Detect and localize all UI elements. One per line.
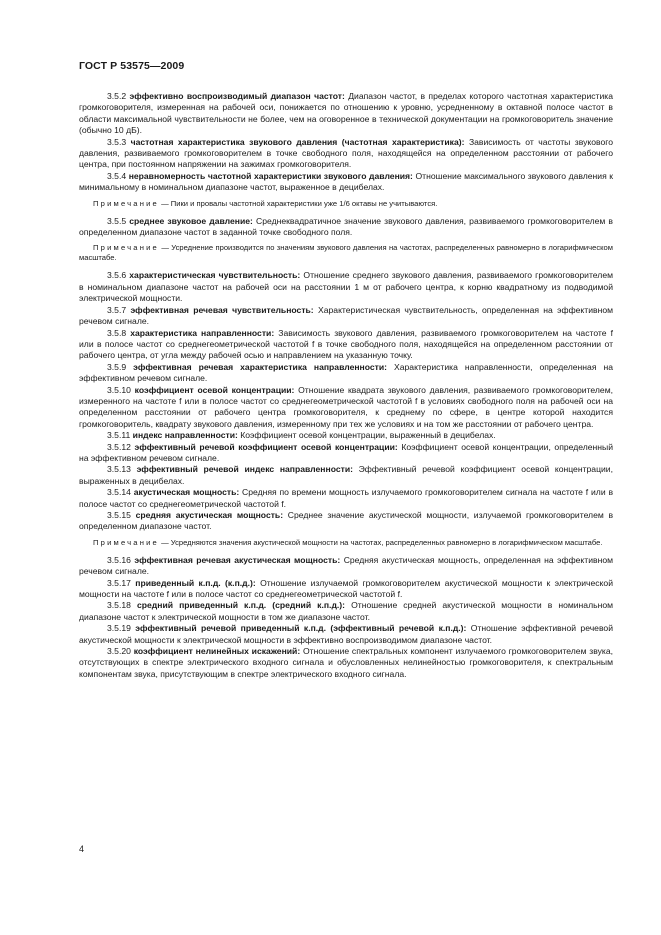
note [79, 538, 613, 548]
clause-number: 3.5.7 [107, 304, 127, 315]
term: коэффициент нелинейных искажений: [133, 646, 301, 657]
definition-paragraph [79, 646, 613, 680]
clause-number: 3.5.16 [107, 554, 131, 565]
definition-text: Характеристическая чувствительность, определенная на эффективном речевом сигнале. [79, 304, 614, 327]
term: приведенный к.п.д. (к.п.д.): [135, 577, 256, 588]
definition-text: Зависимость звукового давления, развиваемого громкоговорителем на частоте f или в полосе частот со среднегеометрической частотой f в точке свободного поля, находящейся на определенном расстоянии от рабочего центра, от угла между рабочей осью и направлением на указанную точку. [79, 327, 614, 361]
clause-number: 3.5.17 [107, 577, 131, 588]
definition-text: Среднеквадратичное значение звукового давления, развиваемого громкоговорителем в определенном диапазоне частот в заданной точке свободного поля. [79, 215, 613, 238]
definition-paragraph [79, 510, 613, 533]
definition-paragraph [79, 487, 613, 510]
clause-number: 3.5.12 [107, 441, 131, 452]
clause-number: 3.5.5 [107, 215, 127, 226]
note-label: Примечание [93, 198, 159, 208]
document-body [79, 91, 613, 680]
definition-text: Эффективный речевой коэффициент осевой концентрации, выраженных в децибелах. [79, 464, 613, 486]
clause-number: 3.5.2 [107, 91, 127, 101]
term: средний приведенный к.п.д. (средний к.п.д.): [136, 600, 346, 611]
note-label: Примечание [93, 243, 159, 253]
term: индекс направленности: [132, 430, 238, 441]
definition-text: Средняя по времени мощность излучаемого громкоговорителем сигнала на частоте f или в полосе частот со среднегеометрической частотой f. [79, 487, 614, 509]
note-text: — Пики и провалы частотной характеристики уже 1/6 октавы не учитываются. [161, 198, 438, 208]
term: эффективная речевая чувствительность: [130, 304, 314, 315]
term: неравномерность частотной характеристики звукового давления: [128, 170, 413, 181]
definition-text: Средняя акустическая мощность, определенная на эффективном речевом сигнале. [79, 554, 614, 577]
definition-text: Отношение спектральных компонент излучаемого громкоговорителем звука, отсутствующих в спектре электрического входного сигнала и обусловленных нелинейностью громкоговорителя, к спектральным компонентам звука, присутствующим в спектре электрического входного сигнала. [79, 646, 613, 679]
term: эффективная речевая характеристика направленности: [133, 361, 388, 372]
note [79, 199, 613, 209]
term: характеристика направленности: [130, 327, 275, 338]
note [79, 243, 613, 263]
clause-number: 3.5.8 [107, 327, 127, 338]
definition-paragraph [79, 442, 613, 465]
term: эффективный речевой индекс направленности: [136, 464, 353, 475]
clause-number: 3.5.18 [107, 600, 131, 611]
definition-text: Диапазон частот, в пределах которого частотная характеристика громкоговорителя, измеренная на рабочей оси, понижается по отношению к уровню, усредненному в октавной полосе частот в области максимальной чувствительности не более, чем на оговоренное в технической документации на громкоговоритель значение (обычно 10 дБ). [79, 91, 614, 136]
clause-number: 3.5.14 [107, 487, 131, 498]
definition-paragraph [79, 137, 613, 171]
clause-number: 3.5.10 [107, 384, 131, 395]
definition-paragraph [79, 171, 613, 194]
clause-number: 3.5.6 [107, 270, 127, 281]
definition-text: Отношение квадрата звукового давления, развиваемого громкоговорителем, измеренного на частоте f или в полосе частот со среднегеометрической частотой f в условиях свободного поля на рабочей оси на определенном расстоянии от рабочего центра громкоговорителя, к среднему по сфере, в центре которой находится громкоговоритель, квадрату звукового давления, измеренному при тех же условиях и на том же расстоянии от рабочего центра. [79, 384, 614, 429]
term: характеристическая чувствительность: [129, 270, 301, 281]
definition-paragraph [79, 328, 613, 362]
clause-number: 3.5.13 [107, 464, 131, 475]
term: эффективный речевой приведенный к.п.д. (эффективный речевой к.п.д.): [135, 623, 467, 634]
definition-text: Зависимость от частоты звукового давления, развиваемого громкоговорителем в точке свободного поля, находящейся на определенном расстоянии от рабочего центра, при постоянном напряжении на зажимах громкоговорителя. [79, 136, 614, 170]
clause-number: 3.5.3 [107, 136, 127, 147]
definition-text: Характеристика направленности, определенная на эффективном речевом сигнале. [79, 361, 613, 384]
page-number: 4 [79, 844, 85, 854]
term: эффективный речевой коэффициент осевой концентрации: [134, 441, 398, 452]
definition-paragraph [79, 305, 613, 328]
definition-paragraph [79, 216, 613, 239]
term: средняя акустическая мощность: [135, 510, 284, 520]
definition-paragraph [79, 623, 613, 646]
clause-number: 3.5.11 [107, 430, 131, 441]
term: эффективно воспроизводимый диапазон частот: [129, 91, 345, 101]
definition-paragraph [79, 385, 613, 431]
clause-number: 3.5.20 [107, 646, 131, 657]
document-header: ГОСТ Р 53575—2009 [79, 60, 185, 72]
definition-text: Коэффициент осевой концентрации, выраженный в децибелах. [240, 430, 496, 441]
term: эффективная речевая акустическая мощность: [134, 554, 341, 565]
definition-text: Среднее значение акустической мощности, излучаемой громкоговорителем в определенном диапазоне частот. [79, 510, 614, 532]
definition-text: Коэффициент осевой концентрации, определенный на эффективном речевом сигнале. [79, 441, 613, 463]
definition-text: Отношение средней акустической мощности в номинальном диапазоне частот к электрической мощности в том же диапазоне частот. [79, 600, 614, 622]
definition-paragraph [79, 362, 613, 385]
note-label: Примечание [93, 537, 159, 547]
definition-paragraph [79, 578, 613, 601]
definition-text: Отношение максимального звукового давления к минимальному в номинальном диапазоне частот, выраженное в децибелах. [79, 170, 614, 193]
clause-number: 3.5.4 [107, 170, 127, 181]
definition-text: Отношение излучаемой громкоговорителем акустической мощности к электрической мощности на частоте f или в полосе частот со среднегеометрической частотой f. [79, 577, 613, 600]
clause-number: 3.5.19 [107, 623, 131, 634]
definition-paragraph [79, 464, 613, 487]
definition-paragraph [79, 600, 613, 623]
term: коэффициент осевой концентрации: [134, 384, 295, 395]
definition-text: Отношение эффективной речевой акустической мощности к электрической мощности в эффективно воспроизводимом диапазоне частот. [79, 623, 614, 645]
clause-number: 3.5.9 [107, 361, 127, 372]
note-text: — Усредняются значения акустической мощности на частотах, распределенных равномерно в логарифмическом масштабе. [161, 537, 603, 547]
note-text: — Усреднение производится по значениям звукового давления на частотах, распределенных равномерно в логарифмическом масштабе. [79, 243, 613, 263]
clause-number: 3.5.15 [107, 510, 131, 520]
term: акустическая мощность: [133, 487, 240, 498]
definition-text: Отношение среднего звукового давления, развиваемого громкоговорителем в номинальном диапазоне частот на рабочей оси на расстоянии 1 м от рабочего центра, к корню квадратному из подводимой электрической мощности. [79, 270, 614, 304]
term: среднее звуковое давление: [129, 215, 253, 226]
term: частотная характеристика звукового давления (частотная характеристика): [130, 136, 465, 147]
definition-paragraph [79, 270, 613, 304]
definition-paragraph [79, 430, 613, 441]
definition-paragraph [79, 91, 613, 137]
definition-paragraph [79, 555, 613, 578]
